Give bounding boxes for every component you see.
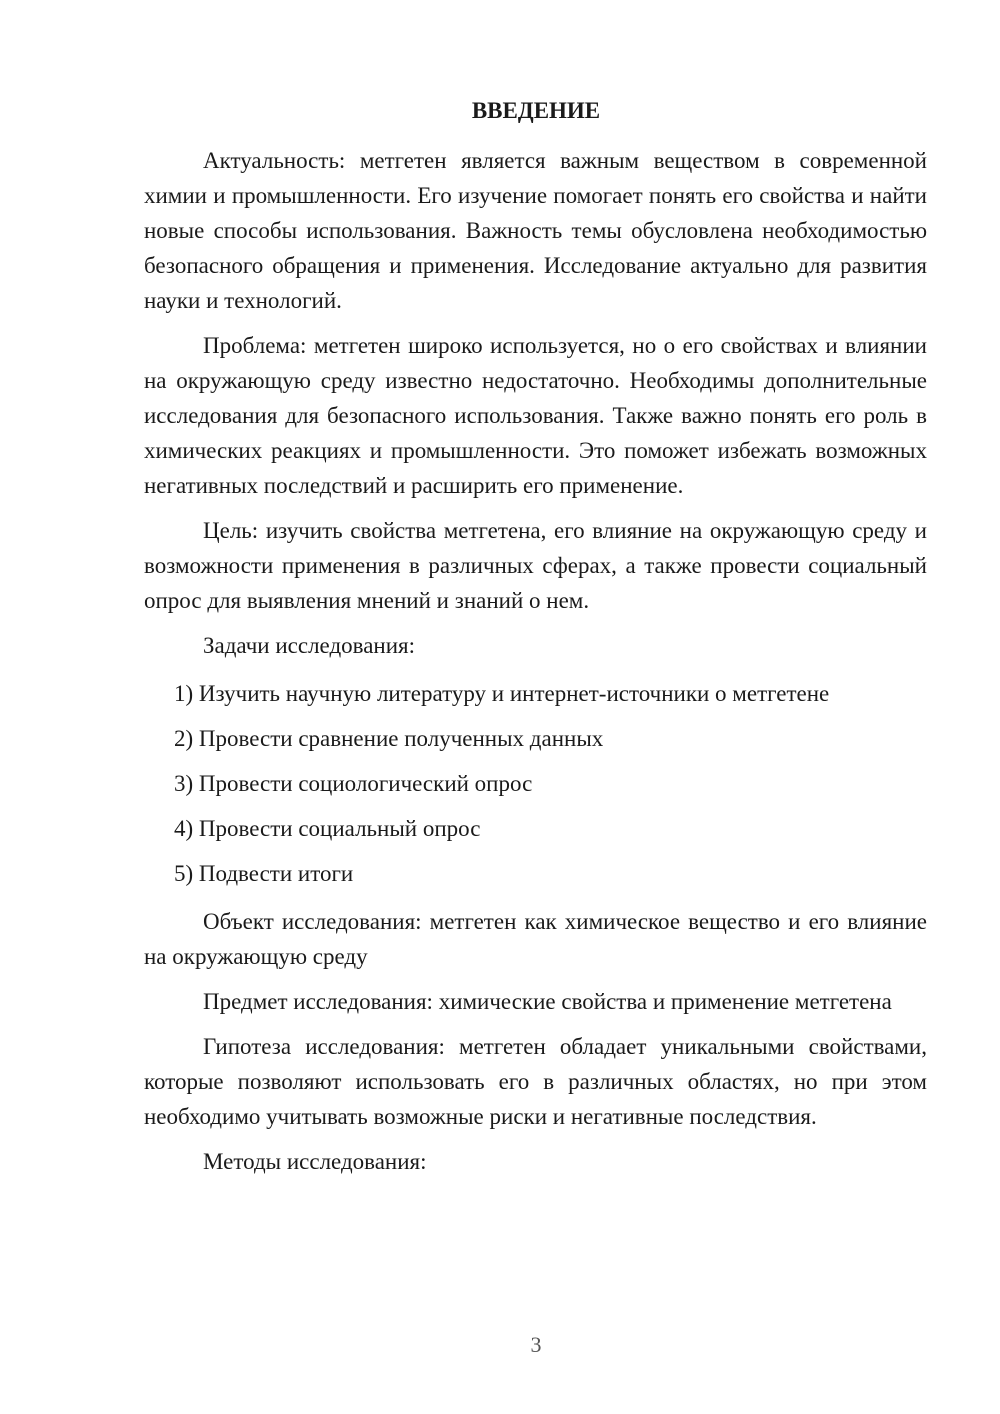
tasks-heading: Задачи исследования: xyxy=(203,633,416,658)
paragraph-hypothesis: Гипотеза исследования: метгетен обладает уникальными свойствами, которые позволяют использовать его в различных областях, но при этом необходимо учитывать возможные риски и негативные последствия. xyxy=(144,1034,927,1129)
task-item-2: 2) Провести сравнение полученных данных xyxy=(174,726,604,751)
task-item-3: 3) Провести социологический опрос xyxy=(174,771,533,796)
paragraph-object: Объект исследования: метгетен как химическое вещество и его влияние на окружающую среду xyxy=(144,909,927,969)
page-number: 3 xyxy=(530,1332,542,1357)
task-item-4: 4) Провести социальный опрос xyxy=(174,816,481,841)
tasks-list xyxy=(144,671,927,896)
paragraph-subject: Предмет исследования: химические свойства и применение метгетена xyxy=(203,989,892,1014)
paragraph-methods: Методы исследования: xyxy=(203,1149,427,1174)
paragraph-problem: Проблема: метгетен широко используется, но о его свойствах и влиянии на окружающую среду известно недостаточно. Необходимы дополнительные исследования для безопасного использования. Также важно понять его роль в химических реакциях и промышленности. Это поможет избежать возможных негативных последствий и расширить его применение. xyxy=(144,333,927,498)
task-item-5: 5) Подвести итоги xyxy=(174,861,354,886)
task-item-1: 1) Изучить научную литературу и интернет-источники о метгетене xyxy=(174,681,830,706)
document-body xyxy=(144,143,927,1189)
paragraph-relevance: Актуальность: метгетен является важным веществом в современной химии и промышленности. Его изучение помогает понять его свойства и найти новые способы использования. Важность темы обусловлена необходимостью безопасного обращения и применения. Исследование актуально для развития науки и технологий. xyxy=(144,148,927,313)
paragraph-goal: Цель: изучить свойства метгетена, его влияние на окружающую среду и возможности применения в различных сферах, а также провести социальный опрос для выявления мнений и знаний о нем. xyxy=(144,518,927,613)
page-heading: ВВЕДЕНИЕ xyxy=(471,98,601,123)
